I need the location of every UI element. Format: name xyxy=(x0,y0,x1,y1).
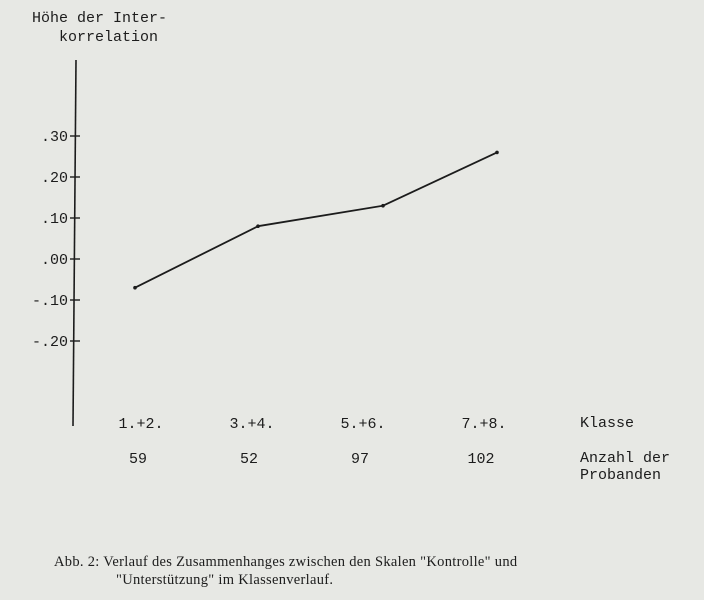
category-label: 1.+2. xyxy=(118,416,164,433)
data-point xyxy=(256,224,260,228)
caption-line-2: "Unterstützung" im Klassenverlauf. xyxy=(116,572,334,588)
data-point xyxy=(495,151,499,155)
data-point xyxy=(133,286,137,290)
counts-label: Anzahl der Probanden xyxy=(580,450,671,484)
data-point xyxy=(381,204,385,208)
y-tick-label: .10 xyxy=(40,211,68,228)
category-label: 3.+4. xyxy=(229,416,275,433)
y-axis-title: Höhe der Inter- korrelation xyxy=(32,10,168,46)
y-tick-label: -.20 xyxy=(31,334,68,351)
count-label: 97 xyxy=(350,451,370,468)
y-tick-label: .20 xyxy=(40,170,68,187)
x-axis-label: Klasse xyxy=(580,415,635,432)
y-tick-label: .00 xyxy=(40,252,68,269)
count-label: 102 xyxy=(467,451,495,468)
count-label: 59 xyxy=(128,451,148,468)
caption-line-1: Abb. 2: Verlauf des Zusammenhanges zwischen den Skalen "Kontrolle" und xyxy=(54,554,518,570)
y-tick-label: .30 xyxy=(40,129,68,146)
category-label: 5.+6. xyxy=(340,416,386,433)
category-label: 7.+8. xyxy=(461,416,507,433)
count-label: 52 xyxy=(239,451,259,468)
y-axis-line xyxy=(73,60,76,426)
series-line xyxy=(135,152,497,287)
figure-caption xyxy=(54,553,517,589)
y-tick-label: -.10 xyxy=(31,293,68,310)
